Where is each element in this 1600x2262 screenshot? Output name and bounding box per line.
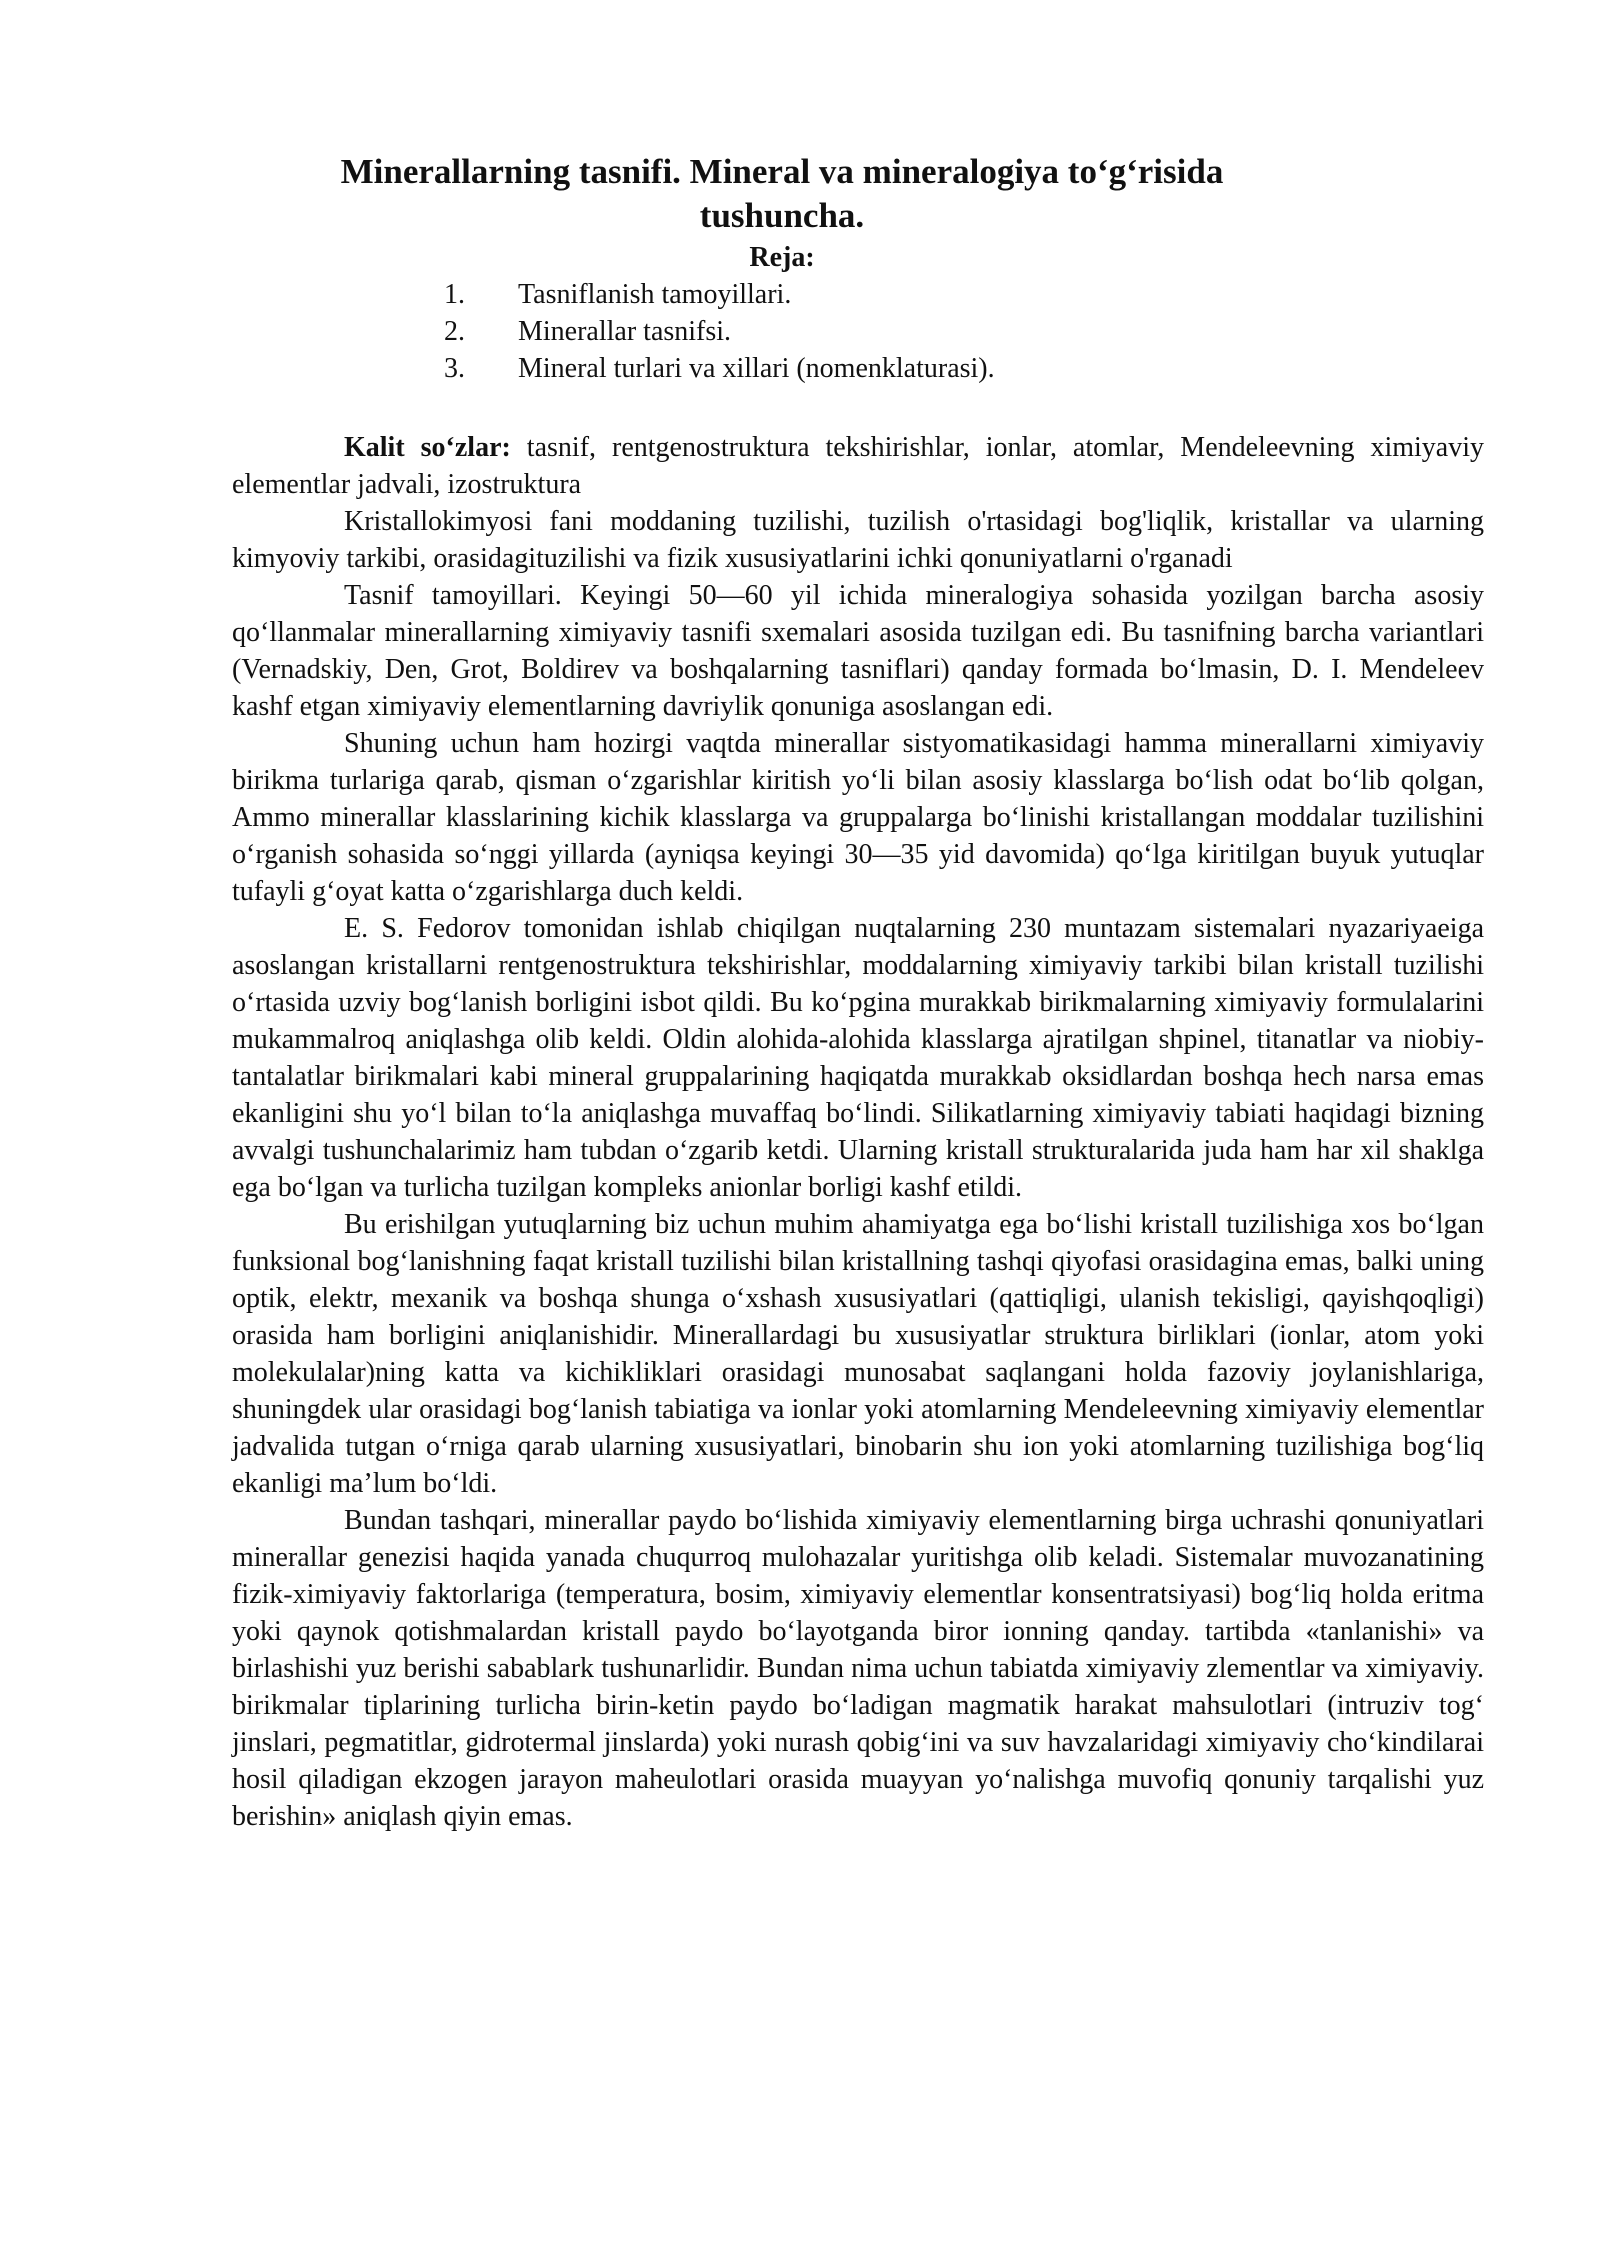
plan-item-number: 1. <box>444 279 465 310</box>
keywords-paragraph <box>232 429 1484 503</box>
plan-item-text: Minerallar tasnifsi. <box>518 316 732 347</box>
body-paragraph: Tasnif tamoyillari. Keyingi 50—60 yil ichida mineralogiya sohasida yozilgan barcha asosiy qo‘llanmalar minerallarning ximiyaviy tasnifi sxemalari asosida tuzilgan edi. Bu tasnifning barcha variantlari (Vernadskiy, Den, Grot, Boldirev va boshqalarning tasniflari) qanday formada bo‘lmasin, D. I. Mendeleev kashf etgan ximiyaviy elementlarning davriylik qonuniga asoslangan edi. <box>232 580 1484 722</box>
document-title: Minerallarning tasnifi. Mineral va mineralogiya to‘g‘risida tushuncha. <box>340 152 1224 235</box>
keywords-label: Kalit so‘zlar: <box>344 432 511 463</box>
plan-item-number: 3. <box>444 353 465 384</box>
plan-item <box>444 276 1484 313</box>
body-paragraph: E. S. Fedorov tomonidan ishlab chiqilgan nuqtalarning 230 muntazam sistemalari nyazariyaeiga asoslangan kristallarni rentgenostruktura tekshirishlar, moddalarning ximiyaviy tarkibi bilan kristall tuzilishi o‘rtasida uzviy bog‘lanish borligini isbot qildi. Bu ko‘pgina murakkab birikmalarning ximiyaviy formulalarini mukammalroq aniqlashga olib keldi. Oldin alohida-alohida klasslarga ajratilgan shpinel, titanatlar va niobiy-tantalatlar birikmalari kabi mineral gruppalarining haqiqatda murakkab oksidlardan boshqa hech narsa emas ekanligini shu yo‘l bilan to‘la aniqlashga muvaffaq bo‘lindi. Silikatlarning ximiyaviy tabiati haqidagi bizning avvalgi tushunchalarimiz ham tubdan o‘zgarib ketdi. Ularning kristall strukturalarida juda ham har xil shaklga ega bo‘lgan va turlicha tuzilgan kompleks anionlar borligi kashf etildi. <box>232 913 1484 1203</box>
body-paragraph: Shuning uchun ham hozirgi vaqtda minerallar sistyomatikasidagi hamma minerallarni ximiyaviy birikma turlariga qarab, qisman o‘zgarishlar kiritish yo‘li bilan asosiy klasslarga bo‘lish odat bo‘lib qolgan, Ammo minerallar klasslarining kichik klasslarga va gruppalarga bo‘linishi kristallangan moddalar tuzilishini o‘rganish sohasida so‘nggi yillarda (ayniqsa keyingi 30—35 yid davomida) qo‘lga kiritilgan buyuk yutuqlar tufayli g‘oyat katta o‘zgarishlarga duch keldi. <box>232 728 1484 907</box>
body-paragraph: Bu erishilgan yutuqlarning biz uchun muhim ahamiyatga ega bo‘lishi kristall tuzilishiga xos bo‘lgan funksional bog‘lanishning faqat kristall tuzilishi bilan kristallning tashqi qiyofasi orasidagina emas, balki uning optik, elektr, mexanik va boshqa shunga o‘xshash xususiyatlari (qattiqligi, ulanish tekisligi, qayishqoqligi) orasida ham borligini aniqlanishidir. Minerallardagi bu xususiyatlar struktura birliklari (ionlar, atom yoki molekulalar)ning katta va kichikliklari orasidagi munosabat saqlangani holda fazoviy joylanishlariga, shuningdek ular orasidagi bog‘lanish tabiatiga va ionlar yoki atomlarning Mendeleevning ximiyaviy elementlar jadvalida tutgan o‘rniga qarab ularning xususiyatlari, binobarin shu ion yoki atomlarning tuzilishiga bog‘liq ekanligi ma’lum bo‘ldi. <box>232 1209 1484 1499</box>
plan-item-text: Mineral turlari va xillari (nomenklaturasi). <box>518 353 995 384</box>
plan-item <box>444 313 1484 350</box>
document-page <box>232 150 1484 1835</box>
plan-item <box>444 350 1484 387</box>
plan-heading: Reja: <box>749 242 815 273</box>
body-paragraph: Bundan tashqari, minerallar paydo bo‘lishida ximiyaviy elementlarning birga uchrashi qonuniyatlari minerallar genezisi haqida yanada chuqurroq mulohazalar yuritishga olib keladi. Sistemalar muvozanatining fizik-ximiyaviy faktorlariga (temperatura, bosim, ximiyaviy elementlar konsentratsiyasi) bog‘liq holda eritma yoki qaynok qotishmalardan kristall paydo bo‘layotganda biror ionning qanday. tartibda «tanlanishi» va birlashishi yuz berishi sabablark tushunarlidir. Bundan nima uchun tabiatda ximiyaviy zlementlar va ximiyaviy. birikmalar tiplarining turlicha birin-ketin paydo bo‘ladigan magmatik harakat mahsulotlari (intruziv tog‘ jinslari, pegmatitlar, gidrotermal jinslarda) yoki nurash qobig‘ini va suv havzalaridagi ximiyaviy cho‘kindilarai hosil qiladigan ekzogen jarayon maheulotlari orasida muayyan yo‘nalishga muvofiq qonuniy tarqalishi yuz berishin» aniqlash qiyin emas. <box>232 1505 1484 1832</box>
document-body <box>232 429 1484 1835</box>
plan-item-number: 2. <box>444 316 465 347</box>
body-paragraph: Kristallokimyosi fani moddaning tuzilishi, tuzilish o'rtasidagi bog'liqlik, kristallar va ularning kimyoviy tarkibi, orasidagituzilishi va fizik xususiyatlarini ichki qonuniyatlarni o'rganadi <box>232 506 1484 574</box>
plan-list <box>444 276 1484 387</box>
keywords-text: tasnif, rentgenostruktura tekshirishlar, ionlar, atomlar, Mendeleevning ximiyaviy elementlar jadvali, izostruktura <box>232 432 1484 500</box>
plan-item-text: Tasniflanish tamoyillari. <box>518 279 792 310</box>
